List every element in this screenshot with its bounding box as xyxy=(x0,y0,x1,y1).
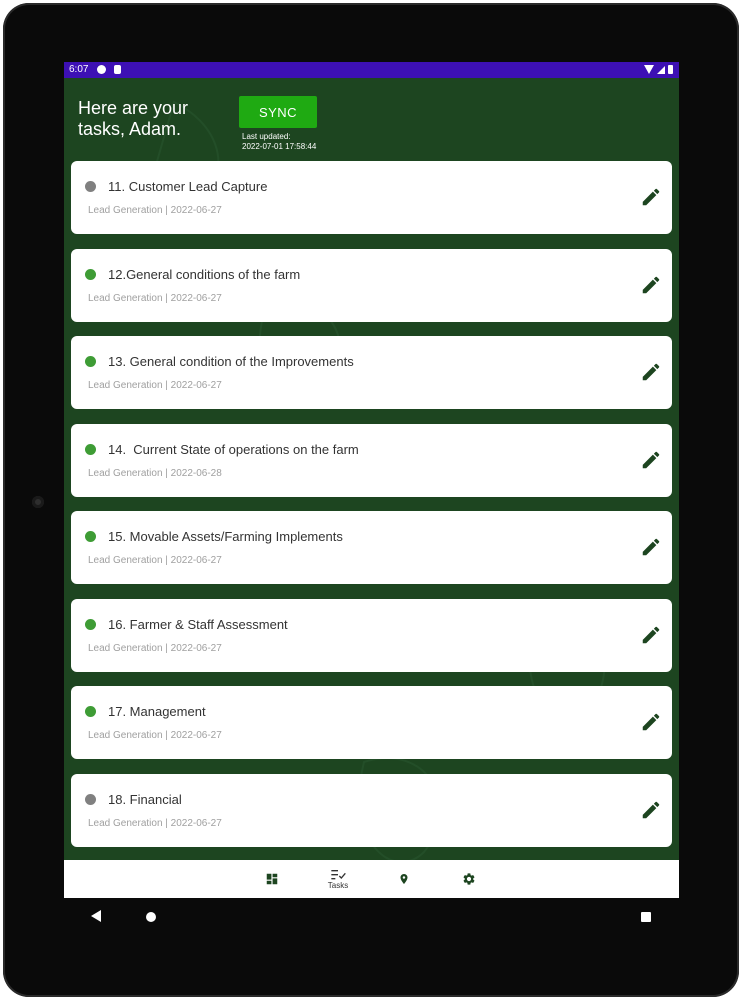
task-meta: Lead Generation | 2022-06-27 xyxy=(88,730,222,741)
wifi-icon xyxy=(644,65,654,74)
last-updated xyxy=(242,132,316,152)
task-card[interactable] xyxy=(71,424,672,497)
task-meta: Lead Generation | 2022-06-27 xyxy=(88,292,222,304)
edit-pencil-icon[interactable] xyxy=(640,361,662,383)
task-title: 16. Farmer & Staff Assessment xyxy=(108,616,288,632)
battery-icon xyxy=(668,65,673,74)
task-title: 18. Financial xyxy=(108,791,182,807)
nav-location[interactable] xyxy=(396,860,412,898)
task-title: 13. General condition of the Improvements xyxy=(108,354,354,369)
android-home-button[interactable] xyxy=(146,912,156,922)
status-dot xyxy=(85,356,96,367)
android-back-button[interactable] xyxy=(91,910,101,922)
settings-gear-icon xyxy=(462,872,476,886)
nav-tasks[interactable] xyxy=(322,860,354,898)
status-time: 6:07 xyxy=(69,64,89,75)
tasks-icon xyxy=(330,868,346,880)
app-screen xyxy=(64,62,679,898)
task-meta: Lead Generation | 2022-06-27 xyxy=(88,555,222,566)
task-meta: Lead Generation | 2022-06-28 xyxy=(88,467,222,479)
status-dot xyxy=(85,619,96,630)
task-title: 14. Current State of operations on the farm xyxy=(108,441,359,457)
nav-settings[interactable] xyxy=(461,860,477,898)
nav-dashboard[interactable] xyxy=(262,860,282,898)
sync-button[interactable]: SYNC xyxy=(239,96,317,128)
bottom-navigation xyxy=(64,860,679,898)
task-card[interactable] xyxy=(71,336,672,409)
task-meta: Lead Generation | 2022-06-27 xyxy=(88,817,222,829)
last-updated-label: Last updated: xyxy=(242,132,291,141)
task-card[interactable] xyxy=(71,249,672,322)
task-card[interactable] xyxy=(71,511,672,584)
task-title: 11. Customer Lead Capture xyxy=(108,179,268,194)
status-dot xyxy=(85,794,96,805)
edit-pencil-icon[interactable] xyxy=(640,624,662,646)
edit-pencil-icon[interactable] xyxy=(640,799,662,821)
last-updated-value: 2022-07-01 17:58:44 xyxy=(242,142,317,151)
task-card[interactable] xyxy=(71,161,672,234)
location-pin-icon xyxy=(398,872,410,886)
task-meta: Lead Generation | 2022-06-27 xyxy=(88,380,222,391)
edit-pencil-icon[interactable] xyxy=(640,711,662,733)
edit-pencil-icon[interactable] xyxy=(640,274,662,296)
task-list xyxy=(71,161,672,861)
edit-pencil-icon[interactable] xyxy=(640,536,662,558)
task-meta: Lead Generation | 2022-06-27 xyxy=(88,642,222,654)
status-dot xyxy=(85,531,96,542)
task-title: 12.General conditions of the farm xyxy=(108,266,301,282)
edit-pencil-icon[interactable] xyxy=(640,449,662,471)
page-title: Here are your tasks, Adam. xyxy=(78,98,189,139)
camera-lens xyxy=(32,496,44,508)
edit-pencil-icon[interactable] xyxy=(640,186,662,208)
task-title: 17. Management xyxy=(108,704,206,719)
nav-tasks-label: Tasks xyxy=(327,881,349,890)
task-title: 15. Movable Assets/Farming Implements xyxy=(108,529,343,544)
android-recents-button[interactable] xyxy=(641,912,651,922)
task-meta: Lead Generation | 2022-06-27 xyxy=(88,205,222,216)
task-card[interactable] xyxy=(71,686,672,759)
status-bar xyxy=(64,62,679,78)
status-dot xyxy=(85,269,96,280)
dashboard-icon xyxy=(265,872,279,886)
status-dot xyxy=(85,706,96,717)
task-card[interactable] xyxy=(71,774,672,847)
status-dot xyxy=(85,181,96,192)
sim-card-icon xyxy=(114,65,121,74)
signal-icon xyxy=(657,66,665,74)
notification-app-icon xyxy=(97,65,106,74)
status-indicators xyxy=(644,65,673,74)
status-dot xyxy=(85,444,96,455)
task-card[interactable] xyxy=(71,599,672,672)
